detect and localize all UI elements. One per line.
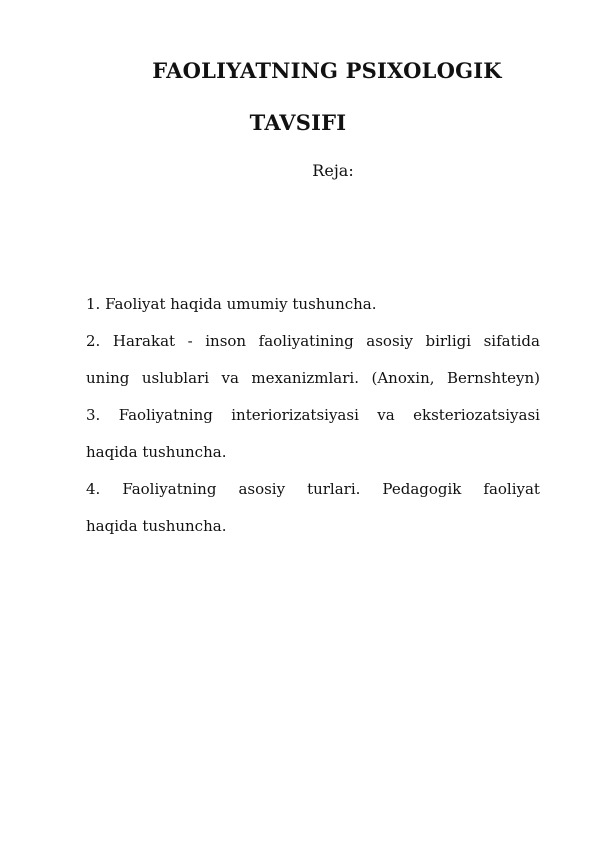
line-word: uslublari xyxy=(141,369,210,387)
line-word: mexanizmlari. xyxy=(251,369,359,387)
line-word: inson xyxy=(205,332,247,350)
plan-item-3-line-2: haqida tushuncha. xyxy=(86,443,227,461)
plan-item-2-line-2 xyxy=(86,360,540,397)
plan-item-2-line-1 xyxy=(86,323,540,360)
plan-heading: Reja: xyxy=(312,161,354,180)
line-word: 4. xyxy=(86,480,101,498)
document-title-line-2: TAVSIFI xyxy=(249,110,347,135)
plan-list xyxy=(86,286,540,545)
line-word: uning xyxy=(86,369,130,387)
plan-item-4-line-2: haqida tushuncha. xyxy=(86,517,227,535)
line-word: Pedagogik xyxy=(382,480,462,498)
line-word: asosiy xyxy=(238,480,286,498)
line-word: interiorizatsiyasi xyxy=(231,406,359,424)
document-title-line-1: FAOLIYATNING PSIXOLOGIK xyxy=(152,58,502,83)
plan-item-3-line-1 xyxy=(86,397,540,434)
line-word: Faoliyatning xyxy=(122,480,217,498)
line-word: Faoliyatning xyxy=(118,406,213,424)
line-word: Bernshteyn) xyxy=(447,369,540,387)
plan-item-4-line-1 xyxy=(86,471,540,508)
line-word: Harakat xyxy=(112,332,176,350)
line-word: - xyxy=(187,332,193,350)
plan-item-1-line-1: 1. Faoliyat haqida umumiy tushuncha. xyxy=(86,295,377,313)
line-word: eksteriozatsiyasi xyxy=(413,406,540,424)
line-word: sifatida xyxy=(483,332,540,350)
line-word: birligi xyxy=(425,332,472,350)
line-word: 2. xyxy=(86,332,101,350)
line-word: 3. xyxy=(86,406,101,424)
line-word: (Anoxin, xyxy=(371,369,435,387)
line-word: va xyxy=(377,406,395,424)
line-word: faoliyat xyxy=(483,480,540,498)
line-word: turlari. xyxy=(307,480,361,498)
line-word: asosiy xyxy=(366,332,413,350)
line-word: va xyxy=(221,369,239,387)
line-word: faoliyatining xyxy=(258,332,354,350)
